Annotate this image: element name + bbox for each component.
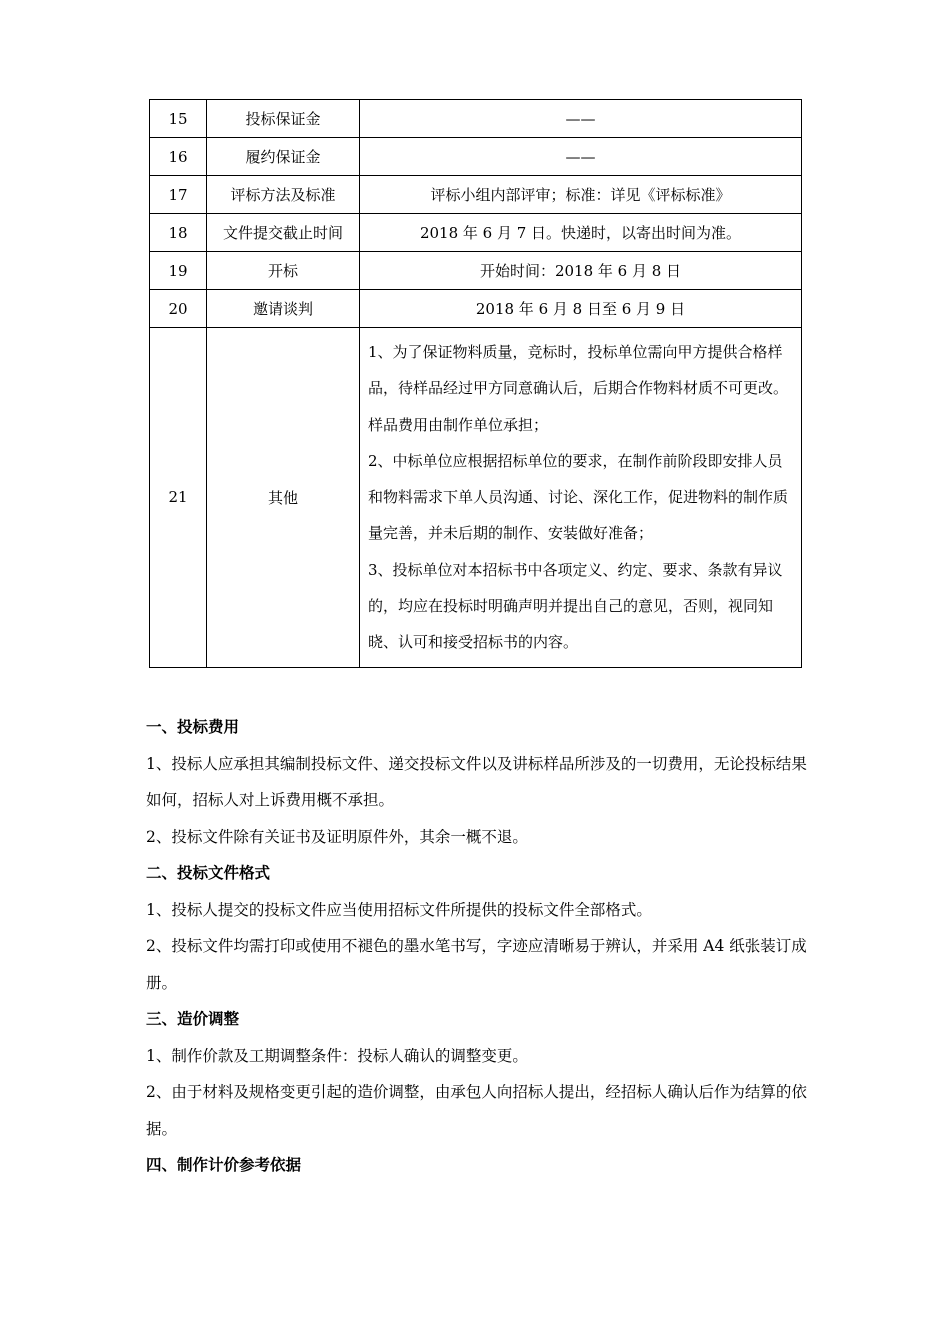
table-row xyxy=(150,100,802,138)
paragraph: 1、投标人应承担其编制投标文件、递交投标文件以及讲标样品所涉及的一切费用，无论投标结果如何，招标人对上诉费用概不承担。 xyxy=(146,754,807,809)
other-clause-3: 3、投标单位对本招标书中各项定义、约定、要求、条款有异议的，均应在投标时明确声明并提出自己的意见，否则，视同知晓、认可和接受招标书的内容。 xyxy=(368,560,783,652)
paragraph: 2、由于材料及规格变更引起的造价调整，由承包人向招标人提出，经招标人确认后作为结算的依据。 xyxy=(146,1083,807,1138)
section-heading: 三、造价调整 xyxy=(146,1010,240,1028)
row-item: 邀请谈判 xyxy=(207,290,360,328)
row-content: 2018 年 6 月 8 日至 6 月 9 日 xyxy=(360,290,802,328)
other-clause-1: 1、为了保证物料质量，竞标时，投标单位需向甲方提供合格样品，待样品经过甲方同意确认后，后期合作物料材质不可更改。样品费用由制作单位承担； xyxy=(368,343,789,434)
row-item: 开标 xyxy=(207,252,360,290)
row-item: 履约保证金 xyxy=(207,138,360,176)
row-number: 21 xyxy=(150,328,207,668)
table-row xyxy=(150,252,802,290)
row-number: 15 xyxy=(150,100,207,138)
table-row-other xyxy=(150,328,802,668)
table-row xyxy=(150,176,802,214)
row-content-other xyxy=(360,328,802,668)
paragraph: 2、投标文件均需打印或使用不褪色的墨水笔书写，字迹应清晰易于辨认，并采用 A4 纸张装订成册。 xyxy=(146,937,807,992)
section-heading: 一、投标费用 xyxy=(146,718,240,736)
section-heading: 四、制作计价参考依据 xyxy=(146,1156,302,1174)
section-heading: 二、投标文件格式 xyxy=(146,864,271,882)
table-row xyxy=(150,214,802,252)
other-clause-2: 2、中标单位应根据招标单位的要求，在制作前阶段即安排人员和物料需求下单人员沟通、讨论、深化工作，促进物料的制作质量完善，并未后期的制作、安装做好准备； xyxy=(368,451,789,543)
paragraph: 1、投标人提交的投标文件应当使用招标文件所提供的投标文件全部格式。 xyxy=(146,900,652,919)
row-number: 19 xyxy=(150,252,207,290)
row-number: 16 xyxy=(150,138,207,176)
row-content: 评标小组内部评审；标准：详见《评标标准》 xyxy=(360,176,802,214)
row-item: 评标方法及标准 xyxy=(207,176,360,214)
bid-info-table xyxy=(149,99,802,668)
row-content: —— xyxy=(360,100,802,138)
paragraph: 2、投标文件除有关证书及证明原件外，其余一概不退。 xyxy=(146,827,528,846)
row-content: 2018 年 6 月 7 日。快递时，以寄出时间为准。 xyxy=(360,214,802,252)
row-number: 17 xyxy=(150,176,207,214)
row-number: 18 xyxy=(150,214,207,252)
row-content: —— xyxy=(360,138,802,176)
document-body xyxy=(146,709,810,1184)
table-row xyxy=(150,290,802,328)
paragraph: 1、制作价款及工期调整条件：投标人确认的调整变更。 xyxy=(146,1046,528,1065)
row-item: 文件提交截止时间 xyxy=(207,214,360,252)
row-number: 20 xyxy=(150,290,207,328)
row-content: 开始时间：2018 年 6 月 8 日 xyxy=(360,252,802,290)
row-item: 投标保证金 xyxy=(207,100,360,138)
table-row xyxy=(150,138,802,176)
row-item: 其他 xyxy=(207,328,360,668)
